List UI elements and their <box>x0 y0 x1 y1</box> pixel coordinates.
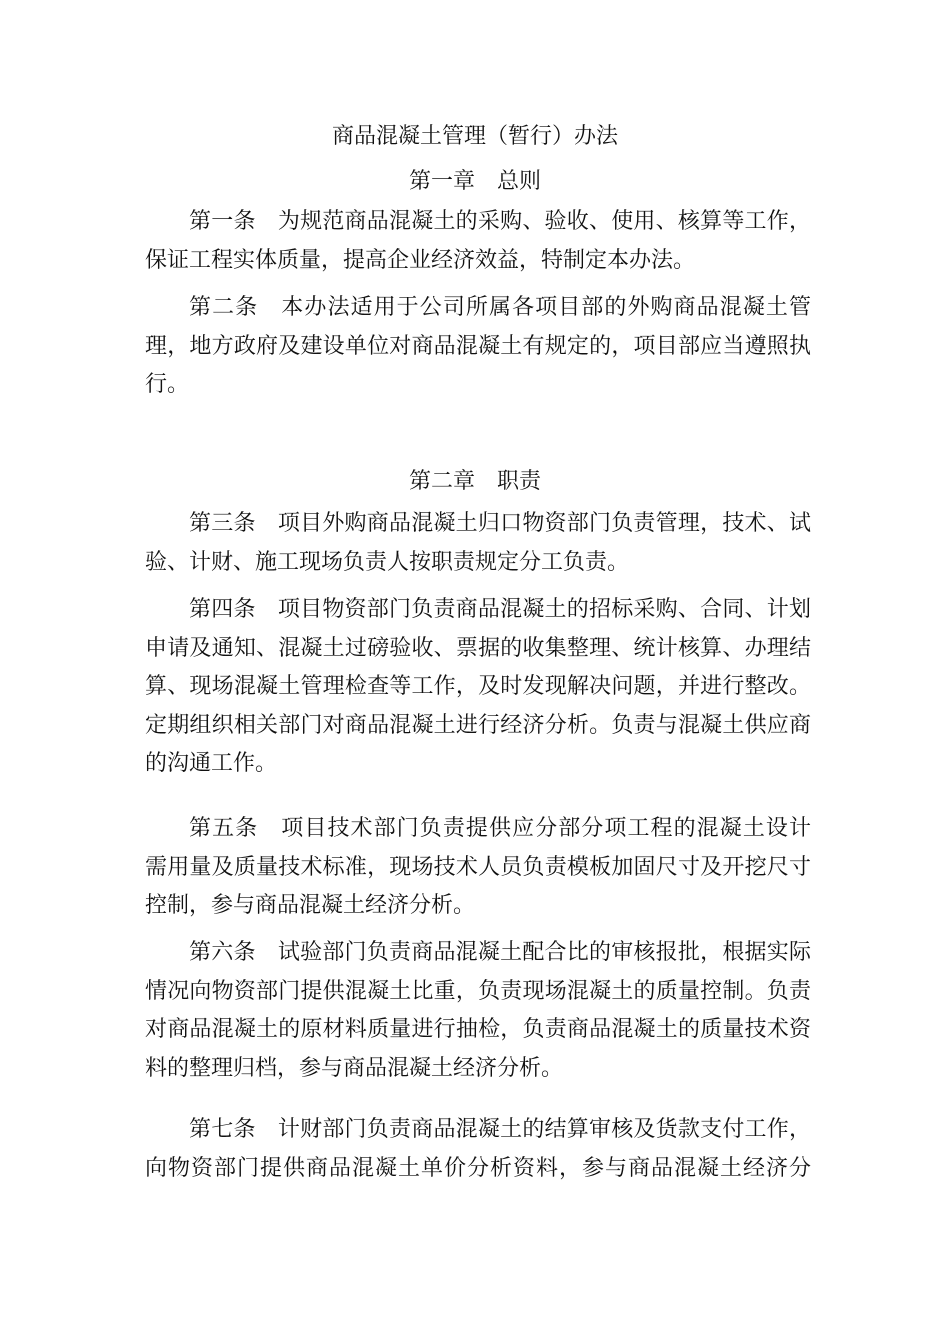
article-4 <box>145 591 811 784</box>
article-2-line: 行。 <box>145 372 190 397</box>
article-3 <box>145 505 811 582</box>
article-4-line: 算、现场混凝土管理检查等工作，及时发现解决问题，并进行整改。 <box>145 674 811 699</box>
article-4-line: 申请及通知、混凝土过磅验收、票据的收集整理、统计核算、办理结 <box>145 635 811 661</box>
chapter-1-heading: 第一章 总则 <box>408 169 541 194</box>
article-2-line: 理，地方政府及建设单位对商品混凝土有规定的，项目部应当遵照执 <box>145 333 811 359</box>
article-4-line: 的沟通工作。 <box>145 751 278 776</box>
article-1 <box>145 203 811 280</box>
article-1-line: 第一条 为规范商品混凝土的采购、验收、使用、核算等工作， <box>189 209 811 234</box>
article-2-line: 第二条 本办法适用于公司所属各项目部的外购商品混凝土管 <box>189 295 811 320</box>
article-5-line: 控制，参与商品混凝土经济分析。 <box>145 893 476 918</box>
article-3-line: 验、计财、施工现场负责人按职责规定分工负责。 <box>145 549 630 575</box>
article-6 <box>145 934 811 1088</box>
article-3-line: 第三条 项目外购商品混凝土归口物资部门负责管理，技术、试 <box>189 511 811 536</box>
article-7 <box>145 1111 811 1188</box>
article-6-line: 情况向物资部门提供混凝土比重，负责现场混凝土的质量控制。负责 <box>145 978 811 1004</box>
article-1-line: 保证工程实体质量，提高企业经济效益，特制定本办法。 <box>145 247 696 273</box>
article-5 <box>145 810 811 926</box>
article-7-line: 向物资部门提供商品混凝土单价分析资料，参与商品混凝土经济分 <box>145 1155 811 1181</box>
article-6-line: 料的整理归档，参与商品混凝土经济分析。 <box>145 1055 564 1081</box>
article-4-line: 第四条 项目物资部门负责商品混凝土的招标采购、合同、计划 <box>189 597 811 622</box>
article-5-line: 需用量及质量技术标准，现场技术人员负责模板加固尺寸及开挖尺寸 <box>145 854 811 880</box>
article-5-line: 第五条 项目技术部门负责提供应分部分项工程的混凝土设计 <box>189 816 811 841</box>
article-7-line: 第七条 计财部门负责商品混凝土的结算审核及货款支付工作， <box>189 1117 811 1142</box>
document-title: 商品混凝土管理（暂行）办法 <box>331 124 618 149</box>
chapter-2-heading: 第二章 职责 <box>408 469 541 494</box>
article-6-line: 第六条 试验部门负责商品混凝土配合比的审核报批，根据实际 <box>189 940 811 965</box>
article-2 <box>145 289 811 405</box>
article-6-line: 对商品混凝土的原材料质量进行抽检，负责商品混凝土的质量技术资 <box>145 1017 811 1042</box>
article-4-line: 定期组织相关部门对商品混凝土进行经济分析。负责与混凝土供应商 <box>145 712 811 738</box>
